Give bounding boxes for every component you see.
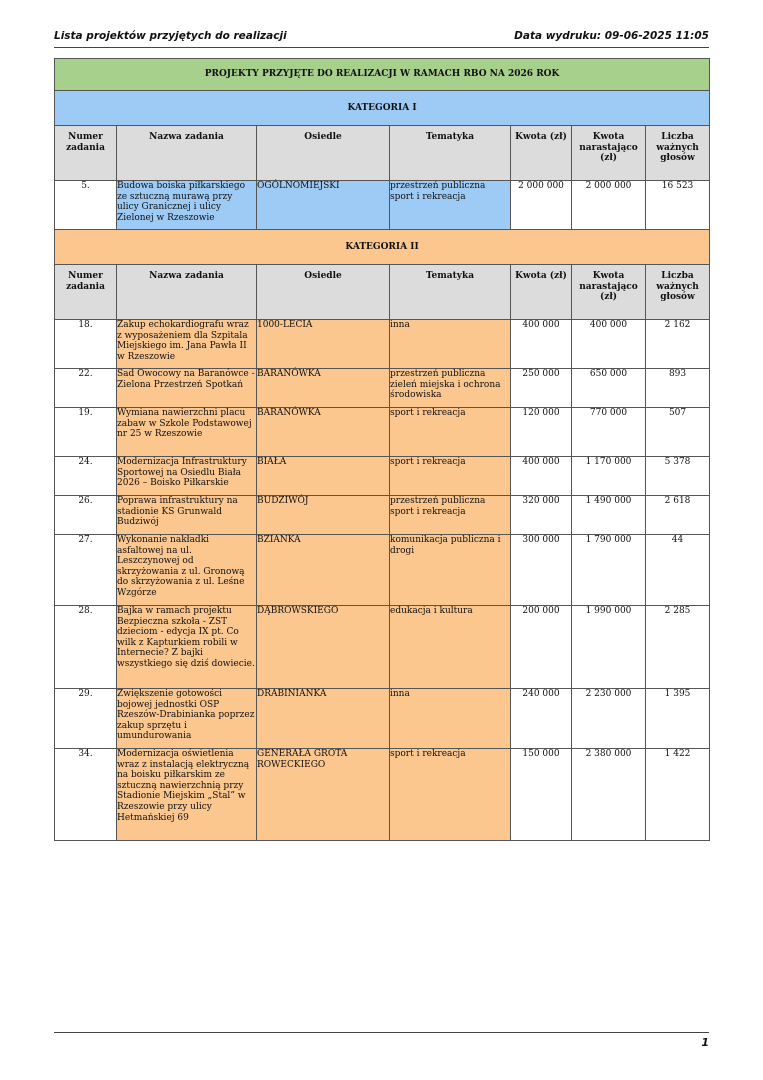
table-row — [55, 408, 710, 457]
table-row — [55, 535, 710, 606]
cell-task-name: Modernizacja Infrastruktury Sportowej na Osiedlu Biała 2026 – Boisko Piłkarskie — [117, 457, 257, 496]
cell-valid-votes: 893 — [646, 369, 710, 408]
cell-valid-votes: 1 395 — [646, 689, 710, 749]
cell-topic: inna — [390, 689, 511, 749]
cell-topic: inna — [390, 320, 511, 369]
cell-cumulative-amount: 1 790 000 — [572, 535, 646, 606]
cell-topic: edukacja i kultura — [390, 606, 511, 689]
cell-amount: 120 000 — [511, 408, 572, 457]
cell-amount: 400 000 — [511, 457, 572, 496]
cell-amount: 320 000 — [511, 496, 572, 535]
cell-task-name: Wymiana nawierzchni placu zabaw w Szkole Podstawowej nr 25 w Rzeszowie — [117, 408, 257, 457]
cell-district: GENERAŁA GROTA ROWECKIEGO — [257, 749, 390, 841]
table-row — [55, 181, 710, 230]
cell-cumulative-amount: 400 000 — [572, 320, 646, 369]
cell-amount: 240 000 — [511, 689, 572, 749]
column-header-topic: Tematyka — [390, 265, 511, 320]
column-header-task-name: Nazwa zadania — [117, 265, 257, 320]
table-title: PROJEKTY PRZYJĘTE DO REALIZACJI W RAMACH RBO NA 2026 ROK — [55, 59, 710, 91]
cell-task-number: 5. — [55, 181, 117, 230]
cell-cumulative-amount: 2 230 000 — [572, 689, 646, 749]
table-row — [55, 689, 710, 749]
cell-valid-votes: 2 162 — [646, 320, 710, 369]
column-header-row — [55, 265, 710, 320]
cell-task-number: 28. — [55, 606, 117, 689]
cell-district: BARANÓWKA — [257, 369, 390, 408]
table-row — [55, 496, 710, 535]
cell-district: DRABINIANKA — [257, 689, 390, 749]
table-row — [55, 369, 710, 408]
cell-task-name: Budowa boiska piłkarskiego ze sztuczną murawą przy ulicy Granicznej i ulicy Zielonej w Rzeszowie — [117, 181, 257, 230]
document-title: Lista projektów przyjętych do realizacji — [54, 30, 287, 42]
cell-task-number: 27. — [55, 535, 117, 606]
cell-task-name: Sad Owocowy na Baranówce - Zielona Przestrzeń Spotkań — [117, 369, 257, 408]
cell-topic: przestrzeń publiczna sport i rekreacja — [390, 496, 511, 535]
cell-amount: 2 000 000 — [511, 181, 572, 230]
cell-topic: przestrzeń publiczna zieleń miejska i ochrona środowiska — [390, 369, 511, 408]
cell-district: 1000-LECIA — [257, 320, 390, 369]
cell-amount: 150 000 — [511, 749, 572, 841]
column-header-valid-votes: Liczba ważnych głosów — [646, 126, 710, 181]
cell-valid-votes: 507 — [646, 408, 710, 457]
cell-task-name: Zwiększenie gotowości bojowej jednostki OSP Rzeszów-Drabinianka poprzez zakup sprzętu i umundurowania — [117, 689, 257, 749]
cell-topic: komunikacja publiczna i drogi — [390, 535, 511, 606]
cell-amount: 250 000 — [511, 369, 572, 408]
category-row — [55, 230, 710, 265]
column-header-topic: Tematyka — [390, 126, 511, 181]
footer-divider — [54, 1032, 709, 1033]
projects-table — [54, 58, 710, 841]
cell-district: BZIANKA — [257, 535, 390, 606]
column-header-row — [55, 126, 710, 181]
category-title: KATEGORIA II — [55, 230, 710, 265]
column-header-task-name: Nazwa zadania — [117, 126, 257, 181]
column-header-district: Osiedle — [257, 265, 390, 320]
cell-task-number: 18. — [55, 320, 117, 369]
cell-district: BIAŁA — [257, 457, 390, 496]
cell-valid-votes: 2 285 — [646, 606, 710, 689]
cell-topic: sport i rekreacja — [390, 408, 511, 457]
table-title-row — [55, 59, 710, 91]
cell-district: BUDZIWÓJ — [257, 496, 390, 535]
cell-cumulative-amount: 2 380 000 — [572, 749, 646, 841]
cell-topic: przestrzeń publiczna sport i rekreacja — [390, 181, 511, 230]
cell-district: OGÓLNOMIEJSKI — [257, 181, 390, 230]
column-header-cumulative-amount: Kwota narastająco (zł) — [572, 126, 646, 181]
cell-amount: 200 000 — [511, 606, 572, 689]
cell-task-name: Bajka w ramach projektu Bezpieczna szkoła - ZST dzieciom - edycja IX pt. Co wilk z Kapturkiem robili w Internecie? Z bajki wszystkiego się dziś dowiecie. — [117, 606, 257, 689]
category-row — [55, 91, 710, 126]
cell-task-number: 24. — [55, 457, 117, 496]
column-header-task-number: Numer zadania — [55, 265, 117, 320]
cell-district: DĄBROWSKIEGO — [257, 606, 390, 689]
category-title: KATEGORIA I — [55, 91, 710, 126]
cell-cumulative-amount: 1 490 000 — [572, 496, 646, 535]
cell-task-name: Wykonanie nakładki asfaltowej na ul. Leszczynowej od skrzyżowania z ul. Gronową do skrzyżowania z ul. Leśne Wzgórze — [117, 535, 257, 606]
cell-valid-votes: 2 618 — [646, 496, 710, 535]
cell-task-number: 26. — [55, 496, 117, 535]
cell-task-name: Poprawa infrastruktury na stadionie KS Grunwald Budziwój — [117, 496, 257, 535]
cell-cumulative-amount: 1 990 000 — [572, 606, 646, 689]
table-row — [55, 606, 710, 689]
cell-valid-votes: 16 523 — [646, 181, 710, 230]
column-header-amount: Kwota (zł) — [511, 265, 572, 320]
cell-amount: 400 000 — [511, 320, 572, 369]
column-header-district: Osiedle — [257, 126, 390, 181]
cell-cumulative-amount: 650 000 — [572, 369, 646, 408]
table-row — [55, 457, 710, 496]
cell-task-number: 29. — [55, 689, 117, 749]
cell-valid-votes: 1 422 — [646, 749, 710, 841]
cell-cumulative-amount: 2 000 000 — [572, 181, 646, 230]
header-divider — [54, 47, 709, 48]
cell-district: BARANÓWKA — [257, 408, 390, 457]
cell-valid-votes: 44 — [646, 535, 710, 606]
cell-task-number: 19. — [55, 408, 117, 457]
column-header-valid-votes: Liczba ważnych głosów — [646, 265, 710, 320]
cell-cumulative-amount: 1 170 000 — [572, 457, 646, 496]
table-row — [55, 749, 710, 841]
page-header — [54, 30, 709, 46]
cell-task-number: 22. — [55, 369, 117, 408]
column-header-amount: Kwota (zł) — [511, 126, 572, 181]
column-header-task-number: Numer zadania — [55, 126, 117, 181]
table-row — [55, 320, 710, 369]
cell-task-name: Zakup echokardiografu wraz z wyposażeniem dla Szpitala Miejskiego im. Jana Pawła II w Rzeszowie — [117, 320, 257, 369]
column-header-cumulative-amount: Kwota narastająco (zł) — [572, 265, 646, 320]
page-number: 1 — [701, 1036, 709, 1049]
cell-valid-votes: 5 378 — [646, 457, 710, 496]
cell-task-name: Modernizacja oświetlenia wraz z instalacją elektryczną na boisku piłkarskim ze sztuczną nawierzchnią przy Stadionie Miejskim „Stal” w Rzeszowie przy ulicy Hetmańskiej 69 — [117, 749, 257, 841]
cell-amount: 300 000 — [511, 535, 572, 606]
cell-cumulative-amount: 770 000 — [572, 408, 646, 457]
print-date: Data wydruku: 09-06-2025 11:05 — [514, 30, 709, 42]
cell-topic: sport i rekreacja — [390, 749, 511, 841]
cell-topic: sport i rekreacja — [390, 457, 511, 496]
cell-task-number: 34. — [55, 749, 117, 841]
